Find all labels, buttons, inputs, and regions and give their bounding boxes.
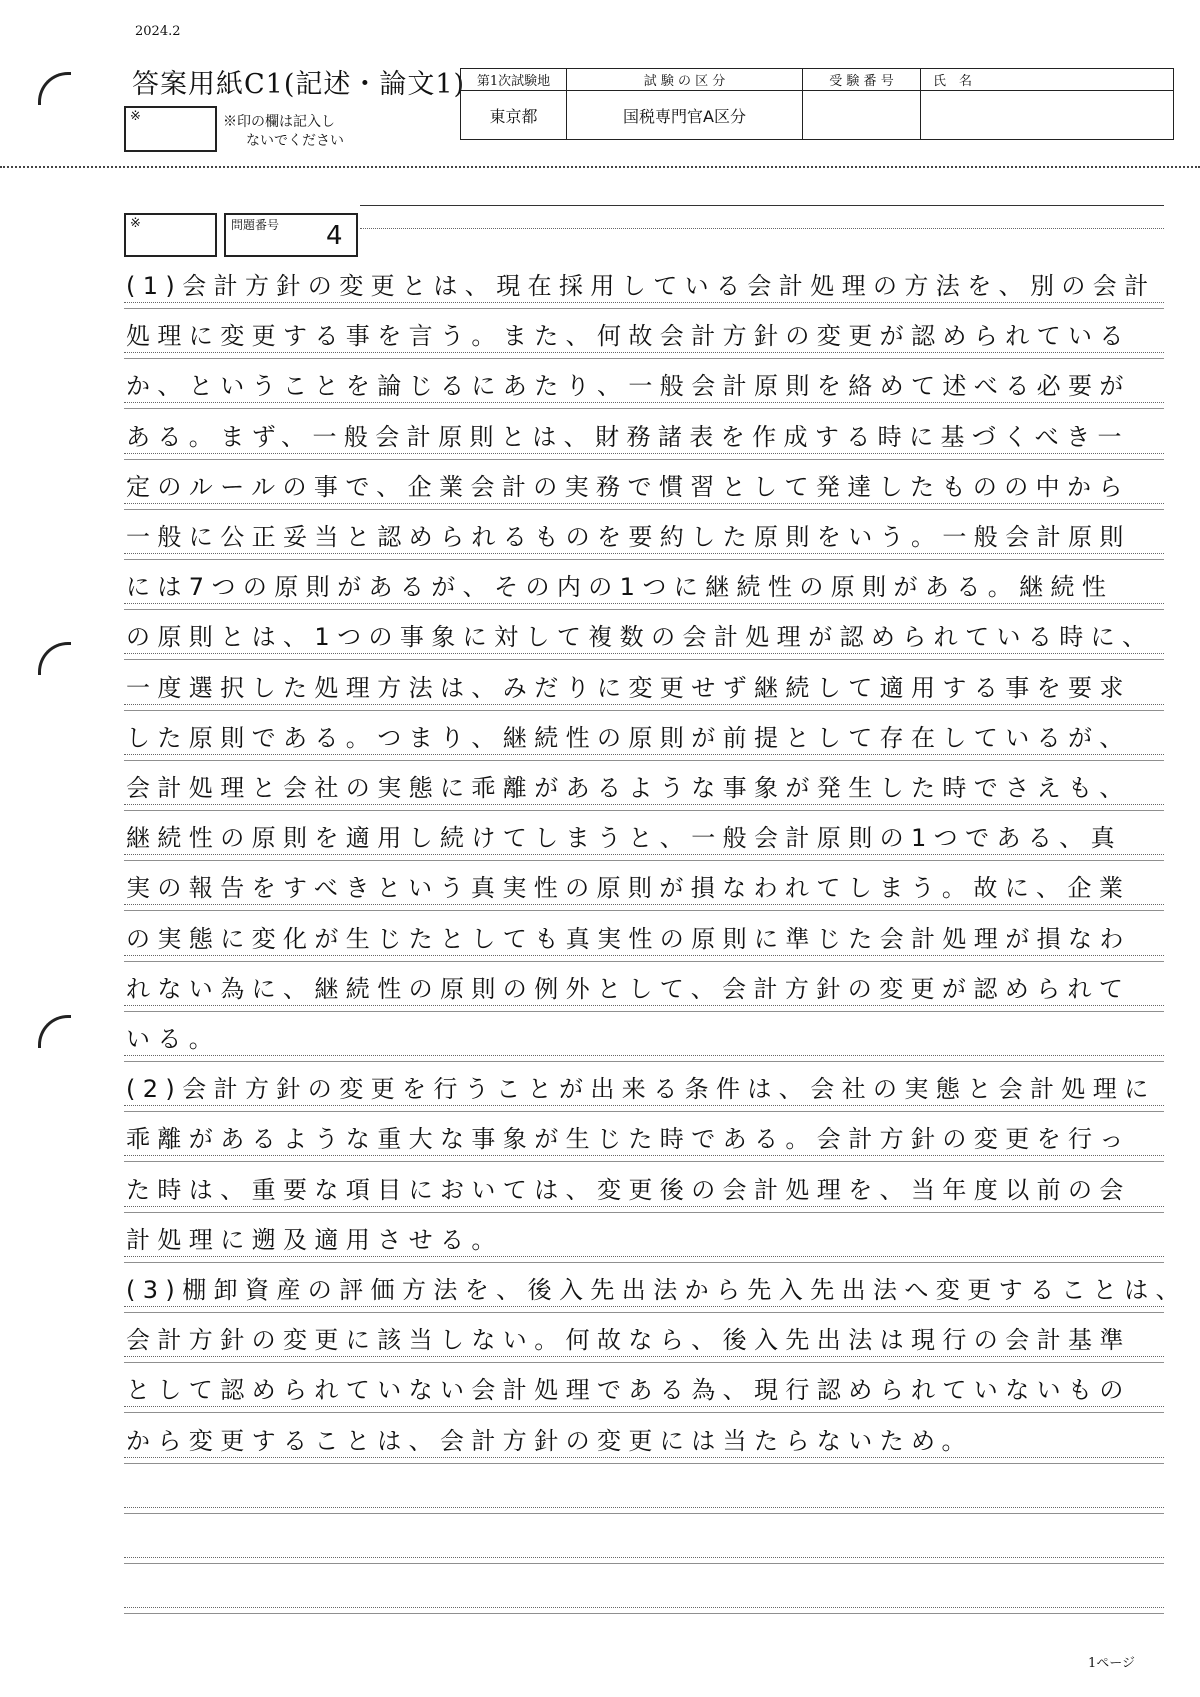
ruled-line (124, 710, 1164, 711)
ruled-line (124, 1262, 1164, 1263)
exam-location-value: 東京都 (461, 91, 567, 140)
answer-line: 乖離があるような重大な事象が生じた時である。会計方針の変更を行っ (126, 1125, 1131, 1154)
answer-line: 継続性の原則を適用し続けてしまうと、一般会計原則の1つである、真 (126, 824, 1123, 853)
ruled-line (124, 503, 1164, 504)
answer-line: (1)会計方針の変更とは、現在採用している会計処理の方法を、別の会計 (126, 272, 1156, 300)
ruled-line (124, 1111, 1164, 1112)
ruled-line (124, 810, 1164, 811)
note-line-2: ないでください (246, 133, 344, 149)
answer-line: いる。 (126, 1025, 221, 1053)
ruled-line (124, 1362, 1164, 1363)
ruled-line (124, 1155, 1164, 1156)
ruled-line (124, 904, 1164, 905)
ruled-line (360, 228, 1164, 229)
ruled-line (124, 1613, 1164, 1614)
ruled-line (124, 1206, 1164, 1207)
ruled-line (124, 408, 1164, 409)
ruled-line (124, 1513, 1164, 1514)
ruled-line (124, 1212, 1164, 1213)
ruled-line (124, 1306, 1164, 1307)
ruled-line (124, 302, 1164, 303)
ruled-line (124, 754, 1164, 755)
ruled-line (124, 1161, 1164, 1162)
ruled-line (124, 459, 1164, 460)
ruled-line (360, 205, 1164, 206)
office-use-note (223, 113, 344, 151)
question-number-value: 4 (326, 221, 343, 251)
punch-hole-mark (38, 642, 71, 675)
answer-line: には7つの原則があるが、その内の1つに継続性の原則がある。継続性 (126, 573, 1114, 602)
ruled-line (124, 910, 1164, 911)
ruled-line (124, 1256, 1164, 1257)
answer-line: 会計処理と会社の実態に乖離があるような事象が発生した時でさえも、 (126, 774, 1131, 802)
answer-line: ある。まず、一般会計原則とは、財務諸表を作成する時に基づくべき一 (126, 422, 1129, 451)
ruled-line (124, 1557, 1164, 1558)
ruled-line (124, 1563, 1164, 1564)
punch-hole-mark (38, 1015, 71, 1048)
ruled-line (124, 352, 1164, 353)
question-office-mark: ※ (130, 216, 141, 231)
ruled-line (124, 1356, 1164, 1357)
answer-line: か、ということを論じるにあたり、一般会計原則を絡めて述べる必要が (126, 372, 1131, 401)
answer-line: 実の報告をすべきという真実性の原則が損なわれてしまう。故に、企業 (126, 874, 1131, 903)
ruled-line (124, 553, 1164, 554)
date: 2024.2 (135, 24, 181, 39)
answer-line: (2)会計方針の変更を行うことが出来る条件は、会社の実態と会計処理に (126, 1075, 1156, 1104)
cut-line (0, 166, 1200, 168)
answer-line: した原則である。つまり、継続性の原則が前提として存在しているが、 (126, 723, 1131, 752)
exam-category-value: 国税専門官A区分 (567, 91, 803, 140)
ruled-line (124, 559, 1164, 560)
answer-line: 一度選択した処理方法は、みだりに変更せず継続して適用する事を要求 (126, 673, 1131, 702)
answer-line: 定のルールの事で、企業会計の実務で慣習として発達したものの中から (126, 472, 1130, 501)
punch-hole-mark (38, 72, 71, 105)
ruled-line (124, 609, 1164, 610)
name-field[interactable] (921, 91, 1174, 140)
question-number-box (224, 213, 358, 257)
office-use-mark: ※ (130, 109, 141, 124)
ruled-line (124, 1607, 1164, 1608)
ruled-line (124, 760, 1164, 761)
header-name: 氏 名 (921, 69, 1174, 91)
exam-number-field[interactable] (803, 91, 921, 140)
answer-line: 一般に公正妥当と認められるものを要約した原則をいう。一般会計原則 (126, 523, 1131, 551)
ruled-line (124, 653, 1164, 654)
ruled-line (124, 659, 1164, 660)
ruled-line (124, 854, 1164, 855)
ruled-line (124, 1463, 1164, 1464)
answer-line: から変更することは、会計方針の変更には当たらないため。 (126, 1426, 973, 1455)
office-use-box (124, 106, 217, 152)
ruled-line (124, 358, 1164, 359)
ruled-line (124, 308, 1164, 309)
header-exam-category: 試 験 の 区 分 (567, 69, 803, 91)
ruled-line (124, 1457, 1164, 1458)
answer-line: た時は、重要な項目においては、変更後の会計処理を、当年度以前の会 (126, 1175, 1131, 1204)
ruled-line (124, 1055, 1164, 1056)
question-office-box (124, 213, 217, 257)
question-number-label: 問題番号 (231, 218, 280, 232)
header-exam-location: 第1次試験地 (461, 69, 567, 91)
note-line-1: ※印の欄は記入し (223, 114, 335, 130)
answer-line: (3)棚卸資産の評価方法を、後入先出法から先入先出法へ変更することは、 (126, 1276, 1187, 1304)
ruled-line (124, 1507, 1164, 1508)
ruled-line (124, 955, 1164, 956)
answer-line: 計処理に遡及適用させる。 (126, 1225, 503, 1254)
ruled-line (124, 402, 1164, 403)
answer-line: の原則とは、1つの事象に対して複数の会計処理が認められている時に、 (126, 623, 1154, 652)
ruled-line (124, 1011, 1164, 1012)
ruled-line (124, 1312, 1164, 1313)
answer-line: 会計方針の変更に該当しない。何故なら、後入先出法は現行の会計基準 (126, 1326, 1131, 1355)
answer-line: れない為に、継続性の原則の例外として、会計方針の変更が認められて (126, 974, 1131, 1003)
ruled-line (124, 1061, 1164, 1062)
ruled-line (124, 804, 1164, 805)
page-number: 1ページ (1088, 1656, 1136, 1671)
answer-line: 処理に変更する事を言う。また、何故会計方針の変更が認められている (126, 322, 1131, 351)
ruled-line (124, 1105, 1164, 1106)
ruled-line (124, 860, 1164, 861)
page-title: 答案用紙C1(記述・論文1) (132, 69, 466, 100)
ruled-line (124, 961, 1164, 962)
ruled-line (124, 1406, 1164, 1407)
ruled-line (124, 1005, 1164, 1006)
ruled-line (124, 453, 1164, 454)
ruled-line (124, 603, 1164, 604)
ruled-line (124, 509, 1164, 510)
exam-info-table (460, 68, 1174, 140)
answer-line: の実態に変化が生じたとしても真実性の原則に準じた会計処理が損なわ (126, 924, 1131, 953)
ruled-line (124, 1412, 1164, 1413)
answer-line: として認められていない会計処理である為、現行認められていないもの (126, 1376, 1131, 1405)
header-exam-number: 受 験 番 号 (803, 69, 921, 91)
ruled-line (124, 704, 1164, 705)
